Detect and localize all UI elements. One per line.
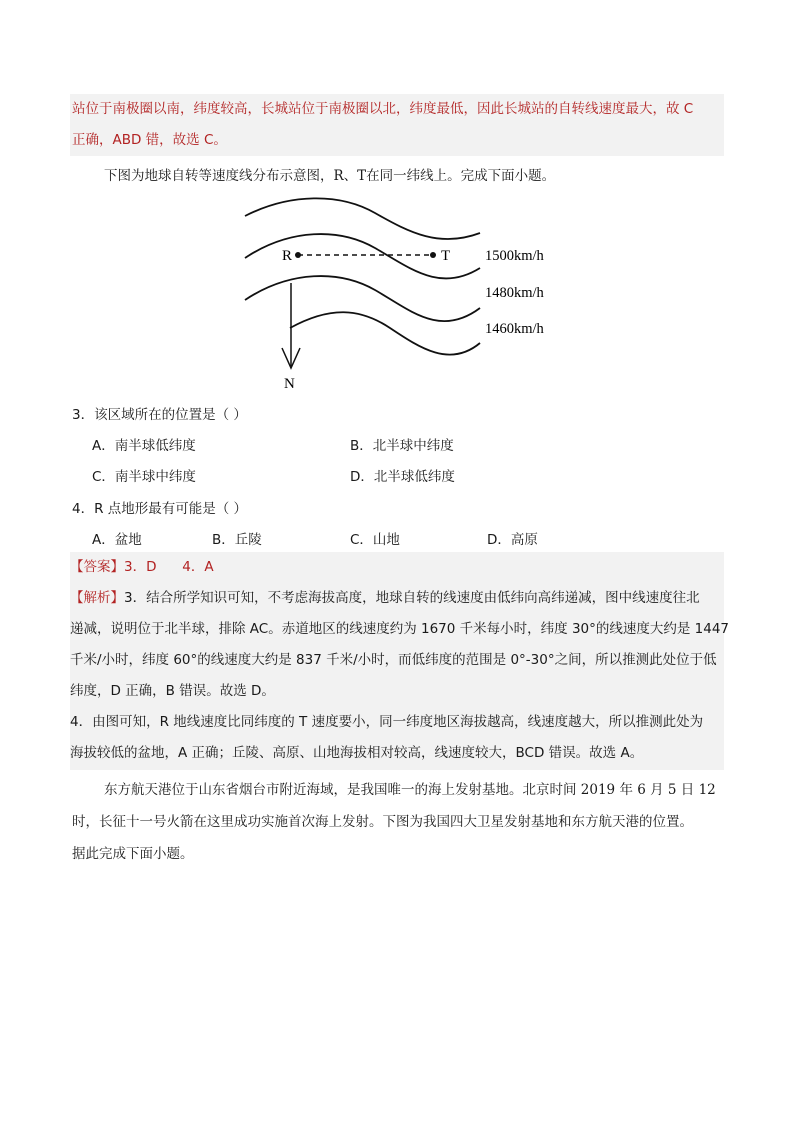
point-t-dot [430,252,436,258]
question-4-stem: 4．R 点地形最有可能是（ ） [72,501,248,517]
rotation-speed-figure [230,188,570,398]
point-r-dot [295,252,301,258]
label-r: R [282,248,293,264]
analysis-line-1 [70,583,724,614]
isoline-top [245,198,480,239]
prev-explanation-line-1: 站位于南极圈以南，纬度较高，长城站位于南极圈以北，纬度最低，因此长城站的自转线速度最大，故 C [72,101,694,117]
answer-text: 3．D 4．A [124,559,214,575]
label-t: T [441,248,451,264]
next-intro-line-1: 东方航天港位于山东省烟台市附近海域，是我国唯一的海上发射基地。北京时间 2019 年 6 月 5 日 12 [104,782,716,798]
next-intro-line-2: 时，长征十一号火箭在这里成功实施首次海上发射。下图为我国四大卫星发射基地和东方航天港的位置。 [72,814,693,830]
analysis-line-2: 递减，说明位于北半球，排除 AC。赤道地区的线速度约为 1670 千米每小时，纬度 30°的线速度大约是 1447 [70,621,730,637]
prev-explanation-line-2: 正确，ABD 错，故选 C。 [72,132,227,148]
speed-label-1500: 1500km/h [485,248,544,264]
answer-analysis-box [70,552,730,770]
answer-line [70,552,724,583]
question-intro: 下图为地球自转等速度线分布示意图，R、T在同一纬线上。完成下面小题。 [104,168,556,184]
answer-tag: 【答案】 [70,559,124,575]
analysis-line-4: 纬度，D 正确，B 错误。故选 D。 [70,683,275,699]
question-4-option-a: A．盆地 [92,532,142,548]
analysis-line-3: 千米/小时，纬度 60°的线速度大约是 837 千米/小时，而低纬度的范围是 0°-30°之间，所以推测此处位于低 [70,652,717,668]
analysis-line-5: 4．由图可知，R 地线速度比同纬度的 T 速度要小，同一纬度地区海拔越高，线速度越大，所以推测此处为 [70,714,704,730]
analysis-line-6: 海拔较低的盆地，A 正确；丘陵、高原、山地海拔相对较高，线速度较大，BCD 错误。故选 A。 [70,745,644,761]
speed-label-1460: 1460km/h [485,321,544,337]
prev-explanation-box [70,94,724,156]
question-3-option-b: B．北半球中纬度 [350,438,454,454]
question-4-option-c: C．山地 [350,532,400,548]
question-3-stem: 3．该区域所在的位置是（ ） [72,407,247,423]
question-3-option-a: A．南半球低纬度 [92,438,196,454]
question-3-option-d: D．北半球低纬度 [350,469,455,485]
question-4-option-b: B．丘陵 [212,532,262,548]
speed-label-1480: 1480km/h [485,285,544,301]
question-4-option-d: D．高原 [487,532,538,548]
next-intro-line-3: 据此完成下面小题。 [72,846,194,862]
analysis-text-1: 3．结合所学知识可知，不考虑海拔高度，地球自转的线速度由低纬向高纬递减，图中线速度往北 [124,590,700,606]
analysis-tag: 【解析】 [70,590,124,606]
label-n: N [284,376,295,392]
isoline-bottom [290,312,480,354]
question-3-option-c: C．南半球中纬度 [92,469,196,485]
